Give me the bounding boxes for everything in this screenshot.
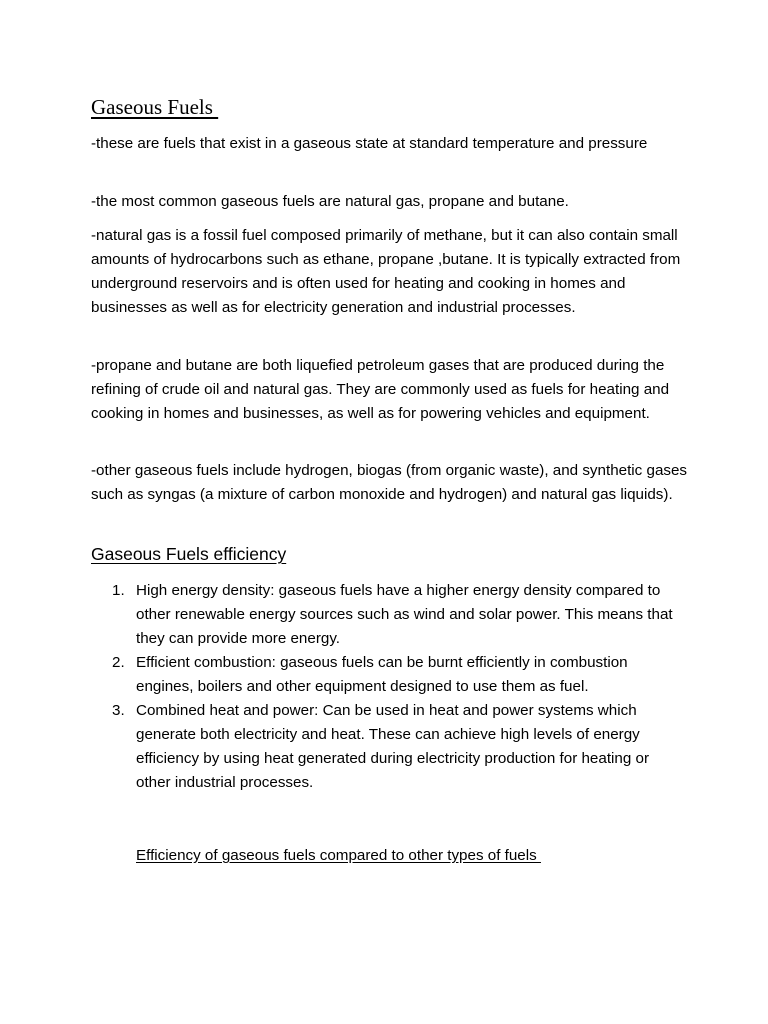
list-item-number: 2.	[112, 654, 125, 671]
list-item-number: 3.	[112, 702, 125, 719]
paragraph-propane-butane: -propane and butane are both liquefied petroleum gases that are produced during the refining of crude oil and natural gas. They are commonly used as fuels for heating and cooking in homes and businesses, as well as for powering vehicles and equipment.	[91, 357, 670, 422]
list-item-number: 1.	[112, 582, 125, 599]
list-item-text: High energy density: gaseous fuels have a higher energy density compared to other renewable energy sources such as wind and solar power. This means that they can provide more energy.	[136, 582, 673, 647]
paragraph-other-fuels: -other gaseous fuels include hydrogen, biogas (from organic waste), and synthetic gases such as syngas (a mixture of carbon monoxide and hydrogen) and natural gas liquids).	[91, 462, 688, 503]
paragraph-definition: -these are fuels that exist in a gaseous state at standard temperature and pressure	[91, 135, 648, 152]
comparison-heading: Efficiency of gaseous fuels compared to other types of fuels	[136, 847, 541, 864]
paragraph-natural-gas: -natural gas is a fossil fuel composed primarily of methane, but it can also contain small amounts of hydrocarbons such as ethane, propane ,butane. It is typically extracted from underground reservoirs and is often used for heating and cooking in homes and businesses as well as for electricity generation and industrial processes.	[91, 227, 681, 316]
list-item	[112, 651, 684, 699]
document-title: Gaseous Fuels	[91, 95, 219, 119]
list-item	[112, 579, 684, 651]
list-item	[112, 699, 684, 795]
list-item-text: Combined heat and power: Can be used in heat and power systems which generate both electricity and heat. These can achieve high levels of energy efficiency by using heat generated during electricity production for heating or other industrial processes.	[136, 702, 650, 791]
efficiency-heading: Gaseous Fuels efficiency	[91, 544, 287, 564]
list-item-text: Efficient combustion: gaseous fuels can be burnt efficiently in combustion engines, boilers and other equipment designed to use them as fuel.	[136, 654, 628, 695]
efficiency-list	[112, 579, 684, 795]
paragraph-common-fuels: -the most common gaseous fuels are natural gas, propane and butane.	[91, 193, 569, 210]
